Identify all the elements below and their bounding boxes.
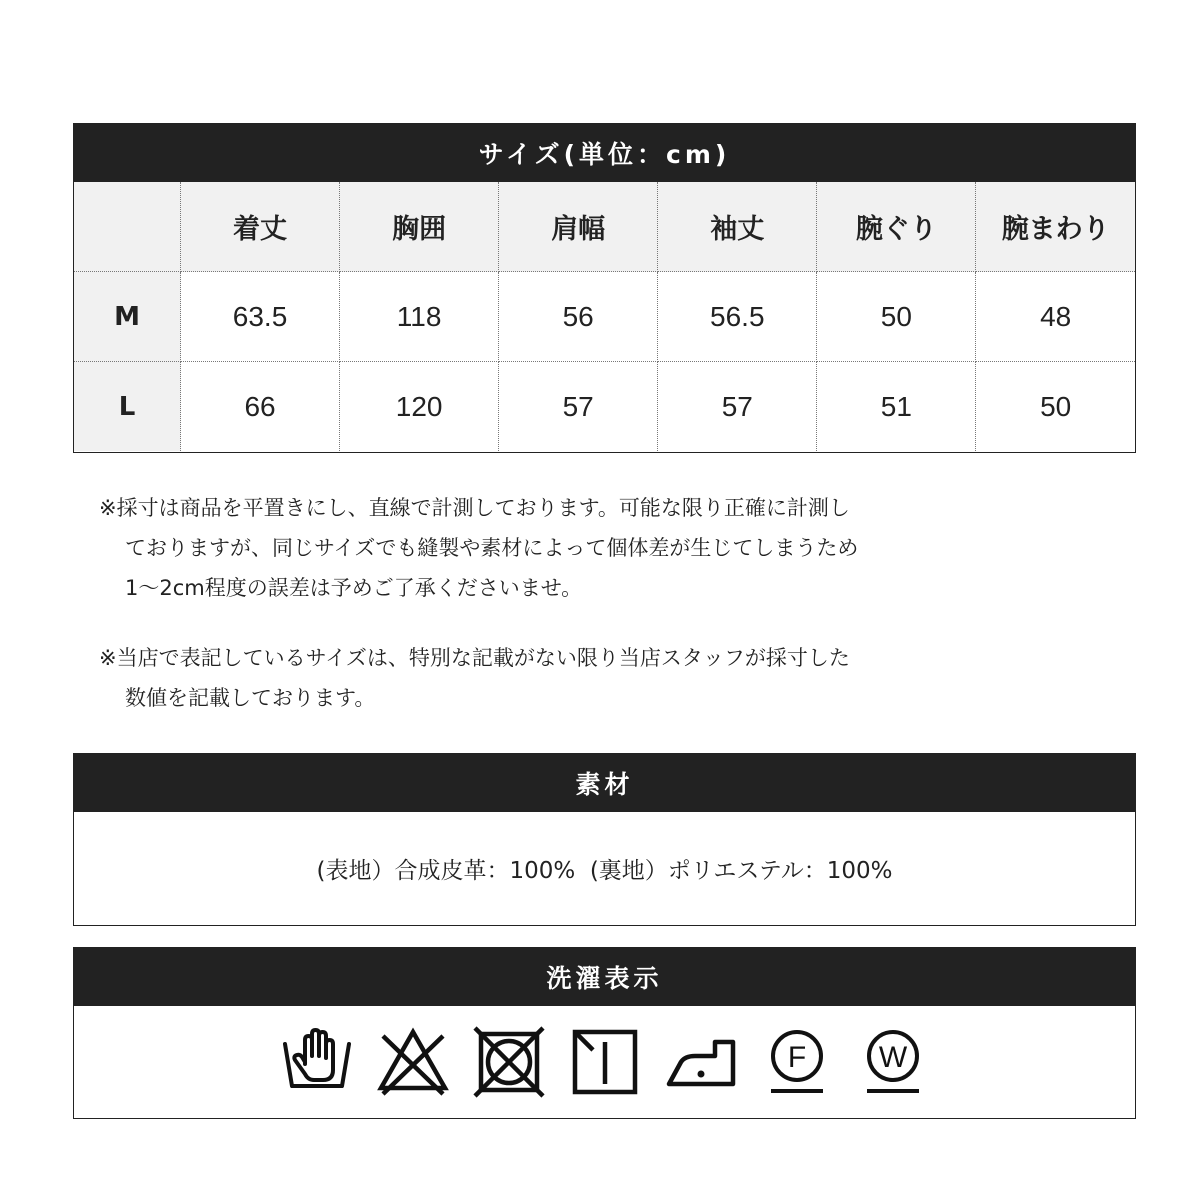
line-dry-shade-icon (569, 1026, 641, 1098)
table-row (74, 362, 1135, 452)
material-title: 素材 (74, 754, 1135, 812)
table-cell: 51 (817, 362, 976, 452)
table-cell: 120 (340, 362, 499, 452)
column-header-chest: 胸囲 (340, 182, 499, 272)
care-panel (73, 947, 1136, 1119)
table-cell: 118 (340, 272, 499, 362)
table-cell: 63.5 (181, 272, 340, 362)
table-cell: 66 (181, 362, 340, 452)
no-tumble-dry-icon (473, 1026, 545, 1098)
column-header-length: 着丈 (181, 182, 340, 272)
note-line: ※採寸は商品を平置きにし、直線で計測しております。可能な限り正確に計測し (99, 496, 850, 520)
iron-low-icon (665, 1026, 737, 1098)
column-header-armhole: 腕ぐり (817, 182, 976, 272)
size-table (74, 182, 1135, 451)
column-header-sleeve: 袖丈 (658, 182, 817, 272)
table-cell: 56.5 (658, 272, 817, 362)
note-line: ておりますが、同じサイズでも縫製や素材によって個体差が生じてしまうため (125, 536, 859, 560)
wet-clean-letter: W (878, 1041, 907, 1074)
table-header-row (74, 182, 1135, 272)
note-line: 数値を記載しております。 (125, 686, 376, 710)
table-cell: 48 (976, 272, 1135, 362)
dry-clean-letter: F (787, 1041, 806, 1074)
table-corner-cell (74, 182, 181, 272)
measurement-note (99, 488, 858, 608)
table-cell: 50 (976, 362, 1135, 452)
column-header-arm-circumference: 腕まわり (976, 182, 1135, 272)
material-body (74, 812, 1135, 925)
material-text: (表地）合成皮革：100% (裏地）ポリエステル：100% (316, 858, 893, 884)
size-source-note (99, 638, 850, 718)
dry-clean-f-icon (761, 1026, 833, 1098)
wet-clean-w-icon (857, 1026, 929, 1098)
column-header-shoulder: 肩幅 (499, 182, 658, 272)
table-cell: 57 (499, 362, 658, 452)
row-header-size: M (74, 272, 181, 362)
hand-wash-icon (281, 1026, 353, 1098)
table-row (74, 272, 1135, 362)
note-line: 1〜2cm程度の誤差は予めご了承くださいませ。 (125, 576, 583, 600)
material-panel (73, 753, 1136, 926)
size-table-title: サイズ(単位：cm) (74, 124, 1135, 182)
note-line: ※当店で表記しているサイズは、特別な記載がない限り当店スタッフが採寸した (99, 646, 850, 670)
table-cell: 56 (499, 272, 658, 362)
table-cell: 50 (817, 272, 976, 362)
no-bleach-icon (377, 1026, 449, 1098)
care-icons (74, 1006, 1135, 1118)
size-table-panel (73, 123, 1136, 453)
care-title: 洗濯表示 (74, 948, 1135, 1006)
table-cell: 57 (658, 362, 817, 452)
row-header-size: L (74, 362, 181, 452)
